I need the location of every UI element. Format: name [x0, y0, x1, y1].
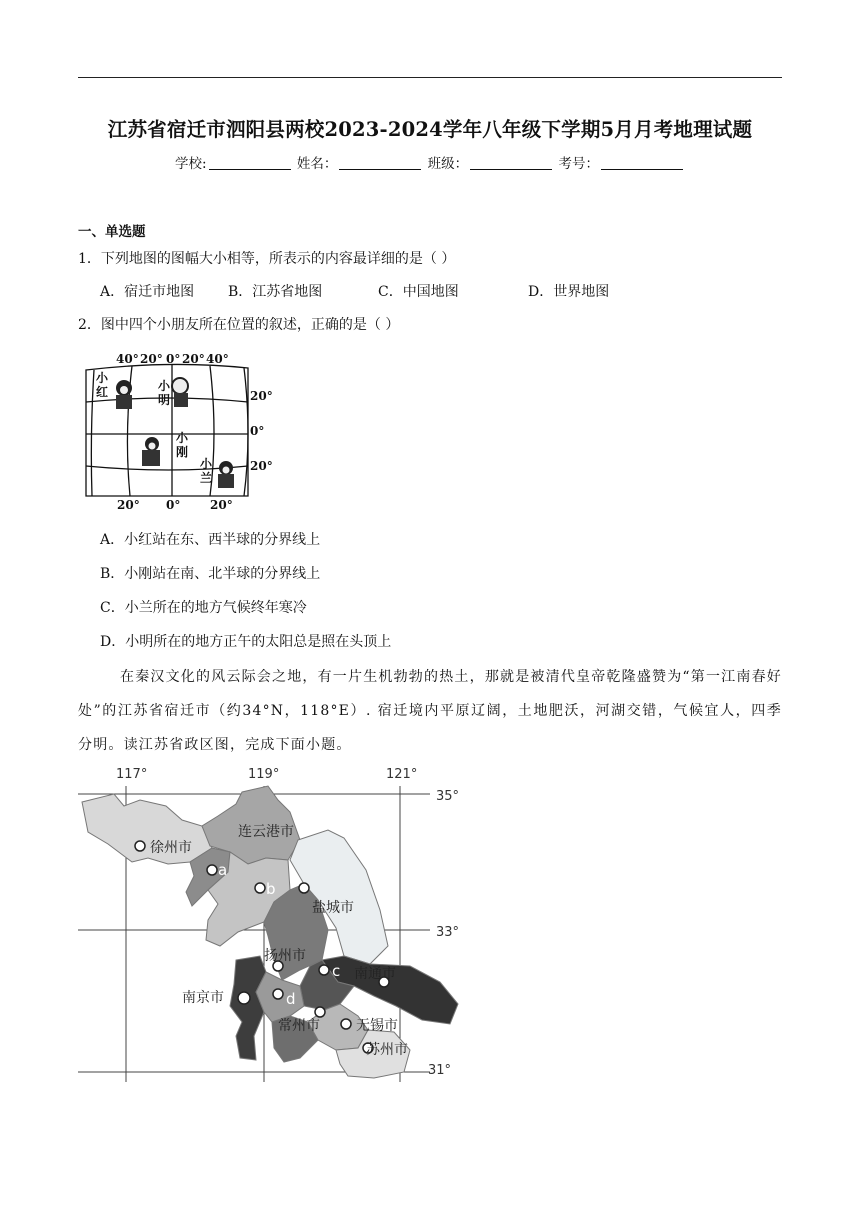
lon-label-121: 121°	[386, 767, 418, 782]
city-yangzhou: 扬州市	[264, 948, 306, 964]
marker-label-a: a	[218, 861, 228, 879]
right-label-0: 0°	[250, 424, 265, 438]
city-lianyungang: 连云港市	[238, 824, 294, 840]
kid-label-xiaohong-1: 小	[96, 371, 109, 385]
lon-label-117: 117°	[116, 767, 148, 782]
exam-no-blank[interactable]	[601, 156, 683, 170]
marker-nanjing	[238, 992, 250, 1004]
exam-no-label: 考号：	[558, 156, 599, 172]
q1-option-d[interactable]: D．世界地图	[528, 284, 610, 300]
marker-label-d: d	[286, 990, 296, 1008]
q2-option-b[interactable]: B．小刚站在南、北半球的分界线上	[100, 566, 321, 582]
school-label: 学校:	[175, 156, 207, 172]
question-2-stem: 2．图中四个小朋友所在位置的叙述，正确的是（ ）	[78, 317, 400, 333]
kid-label-xiaolan-1: 小	[200, 457, 213, 471]
meridian-40w	[91, 370, 94, 496]
marker-yancheng	[299, 883, 309, 893]
class-label: 班级：	[427, 156, 469, 172]
q2-option-d[interactable]: D．小明所在的地方正午的太阳总是照在头顶上	[100, 634, 392, 650]
right-label-20n: 20°	[250, 389, 273, 403]
bottom-label-20w: 20°	[117, 498, 140, 512]
kid-xiaolan	[218, 461, 234, 488]
q2-option-c[interactable]: C．小兰所在的地方气候终年寒冷	[100, 600, 307, 616]
city-yancheng: 盐城市	[312, 900, 354, 916]
lat-label-33: 33°	[436, 925, 460, 940]
city-wuxi: 无锡市	[356, 1018, 398, 1034]
marker-b	[255, 883, 265, 893]
q1-option-a[interactable]: A．宿迁市地图	[100, 284, 195, 300]
school-blank[interactable]	[209, 156, 291, 170]
marker-xuzhou	[135, 841, 145, 851]
graticule-figure	[82, 346, 282, 514]
marker-wuxi	[341, 1019, 351, 1029]
marker-label-b: b	[266, 880, 276, 898]
top-label-20e: 20°	[182, 352, 205, 366]
student-info-line	[0, 152, 860, 172]
kid-label-xiaolan-2: 兰	[200, 471, 213, 485]
marker-d	[273, 989, 283, 999]
class-blank[interactable]	[470, 156, 552, 170]
page-title: 江苏省宿迁市泗阳县两校2023-2024学年八年级下学期5月月考地理试题	[107, 118, 753, 141]
city-nantong: 南通市	[354, 966, 396, 982]
q1-option-b[interactable]: B．江苏省地图	[228, 284, 323, 300]
question-1-stem: 1．下列地图的图幅大小相等，所表示的内容最详细的是（ ）	[78, 251, 456, 267]
lon-label-119: 119°	[248, 767, 280, 782]
bottom-label-0: 0°	[166, 498, 181, 512]
marker-label-c: c	[332, 962, 341, 980]
city-suzhou: 苏州市	[366, 1042, 408, 1058]
kid-label-xiaogang-1: 小	[176, 431, 189, 445]
kid-xiaoming	[172, 378, 188, 407]
question-1-options	[100, 281, 740, 301]
jiangsu-map	[78, 760, 478, 1090]
name-label: 姓名：	[296, 156, 338, 172]
marker-c	[319, 965, 329, 975]
top-label-40w: 40°	[116, 352, 139, 366]
kid-xiaogang	[142, 437, 160, 466]
q2-option-a[interactable]: A．小红站在东、西半球的分界线上	[100, 532, 321, 548]
name-blank[interactable]	[339, 156, 421, 170]
kid-label-xiaogang-2: 刚	[176, 445, 189, 459]
top-label-20w: 20°	[140, 352, 163, 366]
top-label-0: 0°	[166, 352, 181, 366]
bottom-label-20e: 20°	[210, 498, 233, 512]
top-label-40e: 40°	[206, 352, 229, 366]
right-label-20s: 20°	[250, 459, 273, 473]
kid-label-xiaoming-1: 小	[158, 379, 171, 393]
lat-label-31: 31°	[428, 1063, 452, 1078]
lat-label-35: 35°	[436, 789, 460, 804]
city-changzhou: 常州市	[278, 1018, 320, 1034]
region-nanjing	[230, 956, 266, 1060]
reading-passage: 在秦汉文化的风云际会之地，有一片生机勃勃的热土，那就是被清代皇帝乾隆盛赞为“第一江南春好处”的江苏省宿迁市（约34°N，118°E）. 宿迁境内平原辽阔，土地肥沃，河湖交错，气候宜人，四季分明。读江苏省政区图，完成下面小题。	[78, 669, 782, 753]
section-heading: 一、单选题	[78, 224, 146, 240]
marker-changzhou	[315, 1007, 325, 1017]
city-xuzhou: 徐州市	[150, 840, 192, 856]
city-nanjing: 南京市	[182, 990, 224, 1006]
q1-option-c[interactable]: C．中国地图	[378, 284, 459, 300]
kid-label-xiaohong-2: 红	[96, 385, 109, 399]
region-xuzhou	[82, 794, 212, 864]
marker-a	[207, 865, 217, 875]
header-rule	[78, 77, 782, 78]
kid-label-xiaoming-2: 明	[158, 393, 171, 407]
